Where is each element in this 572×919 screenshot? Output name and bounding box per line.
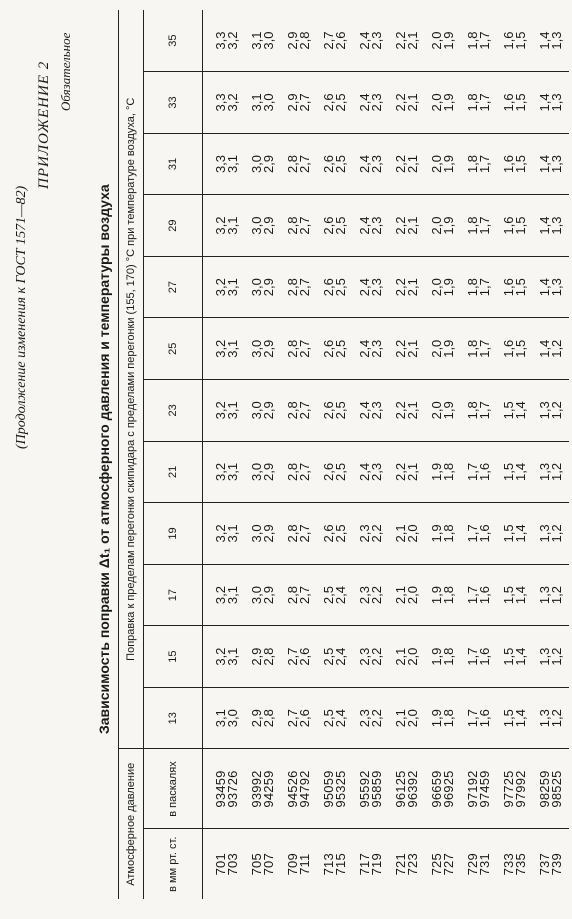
correction-value-cell: 1,3 1,2 xyxy=(533,503,569,565)
correction-value-cell: 2,2 2,1 xyxy=(389,195,425,257)
correction-value-cell: 2,9 2,8 xyxy=(245,687,281,749)
correction-value-cell: 1,4 1,3 xyxy=(533,256,569,318)
correction-value-cell: 2,4 2,3 xyxy=(353,318,389,380)
correction-value-cell: 2,0 1,9 xyxy=(425,318,461,380)
temperature-header: 27 xyxy=(144,256,203,318)
temperature-header: 13 xyxy=(144,687,203,749)
correction-value-cell: 1,5 1,4 xyxy=(497,441,533,503)
correction-value-cell: 2,9 2,7 xyxy=(281,72,317,134)
correction-value-cell: 1,8 1,7 xyxy=(461,195,497,257)
pressure-mm-cell: 717 719 xyxy=(353,829,389,899)
correction-value-cell: 2,2 2,1 xyxy=(389,256,425,318)
correction-value-cell: 1,9 1,8 xyxy=(425,626,461,688)
temperature-header: 31 xyxy=(144,133,203,195)
pressure-pa-cell: 95059 95325 xyxy=(317,749,353,829)
correction-value-cell: 3,0 2,9 xyxy=(245,195,281,257)
table-title: Зависимость поправки Δt₁ от атмосферного давления и температуры воздуха xyxy=(96,184,112,734)
table-row xyxy=(353,10,389,899)
correction-value-cell: 2,6 2,5 xyxy=(317,318,353,380)
correction-value-cell: 3,2 3,1 xyxy=(203,195,246,257)
pressure-pa-cell: 98259 98525 xyxy=(533,749,569,829)
correction-value-cell: 1,4 1,3 xyxy=(536,31,564,50)
correction-value-cell: 1,6 1,5 xyxy=(497,256,533,318)
temperature-header: 29 xyxy=(144,195,203,257)
correction-value-cell: 3,2 3,1 xyxy=(203,503,246,565)
correction-value-cell: 3,0 2,9 xyxy=(245,133,281,195)
table-row xyxy=(281,10,317,899)
correction-value-cell: 1,3 1,2 xyxy=(533,687,569,749)
pressure-pa-cell: 96125 96392 xyxy=(389,749,425,829)
pressure-pa-cell: 96659 96925 xyxy=(425,749,461,829)
mandatory-label: Обязательное xyxy=(58,32,73,111)
correction-value-cell: 1,6 1,5 xyxy=(497,195,533,257)
pressure-pa-cell: 95592 95859 xyxy=(353,749,389,829)
correction-value-cell: 2,4 2,3 xyxy=(353,195,389,257)
correction-value-cell: 2,8 2,7 xyxy=(281,380,317,442)
correction-value-cell: 2,0 1,9 xyxy=(425,195,461,257)
temperature-header: 23 xyxy=(144,380,203,442)
table-body xyxy=(203,10,570,899)
correction-value-cell: 1,3 1,2 xyxy=(533,380,569,442)
correction-value-cell: 1,6 1,5 xyxy=(500,31,528,50)
correction-value-cell: 2,2 2,1 xyxy=(389,441,425,503)
correction-value-cell: 1,4 1,3 xyxy=(533,133,569,195)
temperature-header: 35 xyxy=(144,10,203,72)
correction-value-cell: 2,4 2,3 xyxy=(353,380,389,442)
correction-value-cell: 1,8 1,7 xyxy=(461,133,497,195)
correction-value-cell: 2,8 2,7 xyxy=(281,256,317,318)
temperature-header: 33 xyxy=(144,72,203,134)
correction-value-cell: 2,5 2,4 xyxy=(317,687,353,749)
table-row xyxy=(203,10,246,899)
correction-value-cell: 2,8 2,7 xyxy=(281,133,317,195)
appendix-label: ПРИЛОЖЕНИЕ 2 xyxy=(36,60,52,189)
correction-value-cell: 2,3 2,2 xyxy=(353,503,389,565)
correction-value-cell: 3,2 3,1 xyxy=(203,564,246,626)
correction-value-cell: 2,5 2,4 xyxy=(317,626,353,688)
table-row xyxy=(245,10,281,899)
correction-value-cell: 1,3 1,2 xyxy=(533,626,569,688)
correction-value-cell: 1,8 1,7 xyxy=(461,72,497,134)
correction-value-cell: 2,6 2,5 xyxy=(317,133,353,195)
correction-value-cell: 2,2 2,1 xyxy=(392,31,420,50)
correction-value-cell: 1,9 1,8 xyxy=(425,564,461,626)
temperature-header: 15 xyxy=(144,626,203,688)
correction-value-cell: 1,5 1,4 xyxy=(497,626,533,688)
correction-value-cell: 2,8 2,7 xyxy=(281,195,317,257)
correction-value-cell: 3,1 3,0 xyxy=(245,72,281,134)
correction-value-cell: 3,0 2,9 xyxy=(245,503,281,565)
subheader-row xyxy=(144,10,203,899)
pressure-mm-cell: 737 739 xyxy=(533,829,569,899)
correction-value-cell: 3,0 2,9 xyxy=(245,441,281,503)
correction-value-cell: 2,6 2,5 xyxy=(317,256,353,318)
correction-value-cell: 3,3 3,2 xyxy=(212,31,240,50)
continuation-note: (Продолжение изменения к ГОСТ 1571—82) xyxy=(14,185,29,449)
correction-value-cell: 1,4 1,3 xyxy=(533,72,569,134)
correction-value-cell: 3,3 3,1 xyxy=(203,133,246,195)
table-row xyxy=(425,10,461,899)
correction-value-cell: 2,2 2,1 xyxy=(389,133,425,195)
correction-value-cell: 3,1 3,0 xyxy=(248,31,276,50)
temperature-header: 17 xyxy=(144,564,203,626)
pa-column-header: в паскалях xyxy=(144,749,203,829)
correction-value-cell: 2,4 2,3 xyxy=(353,72,389,134)
correction-value-cell: 2,2 2,1 xyxy=(389,318,425,380)
pressure-mm-cell: 709 711 xyxy=(281,829,317,899)
correction-value-cell: 1,9 1,8 xyxy=(425,503,461,565)
correction-value-cell: 3,2 3,1 xyxy=(203,626,246,688)
correction-value-cell: 3,2 3,1 xyxy=(203,256,246,318)
correction-value-cell: 2,6 2,5 xyxy=(317,72,353,134)
correction-header: Поправка к пределам перегонки скипидара с пределами перегонки (155, 170) °C при температуре воздуха, °C xyxy=(119,10,144,749)
correction-value-cell: 2,2 2,1 xyxy=(389,380,425,442)
temperature-header: 21 xyxy=(144,441,203,503)
correction-value-cell: 2,0 1,9 xyxy=(425,380,461,442)
correction-value-cell: 1,5 1,4 xyxy=(497,564,533,626)
correction-value-cell: 2,4 2,3 xyxy=(353,133,389,195)
correction-value-cell: 2,4 2,3 xyxy=(356,31,384,50)
table-row xyxy=(389,10,425,899)
pressure-mm-cell: 721 723 xyxy=(389,829,425,899)
table-row xyxy=(533,10,569,899)
mm-column-header: в мм рт. ст. xyxy=(144,829,203,899)
correction-value-cell: 1,6 1,5 xyxy=(497,133,533,195)
correction-value-cell: 2,9 2,8 xyxy=(245,626,281,688)
correction-value-cell: 1,5 1,4 xyxy=(497,503,533,565)
table-row xyxy=(461,10,497,899)
correction-value-cell: 2,4 2,3 xyxy=(353,256,389,318)
correction-value-cell: 2,7 2,6 xyxy=(281,687,317,749)
correction-value-cell: 2,0 1,9 xyxy=(425,133,461,195)
pressure-mm-cell: 701 703 xyxy=(203,829,246,899)
correction-value-cell: 2,0 1,9 xyxy=(428,31,456,50)
correction-value-cell: 1,6 1,5 xyxy=(497,72,533,134)
pressure-pa-cell: 97192 97459 xyxy=(461,749,497,829)
correction-value-cell: 2,8 2,7 xyxy=(281,441,317,503)
correction-value-cell: 1,8 1,7 xyxy=(461,256,497,318)
correction-value-cell: 2,6 2,5 xyxy=(317,195,353,257)
pressure-header: Атмосферное давление xyxy=(119,749,144,899)
pressure-mm-cell: 713 715 xyxy=(317,829,353,899)
correction-value-cell: 1,3 1,2 xyxy=(533,564,569,626)
correction-value-cell: 3,2 3,1 xyxy=(203,318,246,380)
correction-value-cell: 2,7 2,6 xyxy=(281,626,317,688)
pressure-pa-cell: 93459 93726 xyxy=(203,749,246,829)
table-row xyxy=(317,10,353,899)
correction-value-cell: 1,5 1,4 xyxy=(497,687,533,749)
pressure-mm-cell: 705 707 xyxy=(245,829,281,899)
correction-value-cell: 1,7 1,6 xyxy=(461,564,497,626)
correction-value-cell: 2,3 2,2 xyxy=(353,564,389,626)
correction-value-cell: 1,6 1,5 xyxy=(497,318,533,380)
temperature-header: 19 xyxy=(144,503,203,565)
correction-value-cell: 2,8 2,7 xyxy=(281,318,317,380)
correction-table xyxy=(118,10,569,899)
correction-value-cell: 3,2 3,1 xyxy=(203,441,246,503)
correction-value-cell: 3,0 2,9 xyxy=(245,380,281,442)
correction-value-cell: 2,1 2,0 xyxy=(389,503,425,565)
correction-value-cell: 2,8 2,7 xyxy=(281,564,317,626)
correction-value-cell: 1,4 1,2 xyxy=(533,318,569,380)
pressure-pa-cell: 97725 97992 xyxy=(497,749,533,829)
table-row xyxy=(497,10,533,899)
correction-value-cell: 2,1 2,0 xyxy=(389,626,425,688)
correction-value-cell: 1,8 1,7 xyxy=(464,31,492,50)
correction-value-cell: 2,0 1,9 xyxy=(425,256,461,318)
pressure-mm-cell: 729 731 xyxy=(461,829,497,899)
correction-value-cell: 2,1 2,0 xyxy=(389,687,425,749)
correction-value-cell: 2,5 2,4 xyxy=(317,564,353,626)
pressure-mm-cell: 725 727 xyxy=(425,829,461,899)
correction-value-cell: 1,7 1,6 xyxy=(461,441,497,503)
correction-value-cell: 2,2 2,1 xyxy=(389,72,425,134)
correction-value-cell: 2,9 2,8 xyxy=(284,31,312,50)
correction-value-cell: 1,9 1,8 xyxy=(425,687,461,749)
correction-value-cell: 1,8 1,7 xyxy=(461,380,497,442)
correction-value-cell: 2,6 2,5 xyxy=(317,441,353,503)
correction-value-cell: 1,7 1,6 xyxy=(461,626,497,688)
correction-value-cell: 1,8 1,7 xyxy=(461,318,497,380)
correction-value-cell: 1,7 1,6 xyxy=(461,503,497,565)
correction-value-cell: 3,3 3,2 xyxy=(203,72,246,134)
correction-value-cell: 1,3 1,2 xyxy=(533,441,569,503)
correction-value-cell: 3,0 2,9 xyxy=(245,318,281,380)
correction-value-cell: 2,8 2,7 xyxy=(281,503,317,565)
correction-value-cell: 2,1 2,0 xyxy=(389,564,425,626)
pressure-pa-cell: 94526 94792 xyxy=(281,749,317,829)
correction-value-cell: 1,7 1,6 xyxy=(461,687,497,749)
correction-value-cell: 1,9 1,8 xyxy=(425,441,461,503)
pressure-mm-cell: 733 735 xyxy=(497,829,533,899)
pressure-pa-cell: 93992 94259 xyxy=(245,749,281,829)
correction-value-cell: 3,1 3,0 xyxy=(203,687,246,749)
correction-value-cell: 3,2 3,1 xyxy=(203,380,246,442)
correction-value-cell: 1,5 1,4 xyxy=(497,380,533,442)
correction-value-cell: 1,4 1,3 xyxy=(533,195,569,257)
correction-value-cell: 3,0 2,9 xyxy=(245,564,281,626)
correction-value-cell: 3,0 2,9 xyxy=(245,256,281,318)
correction-value-cell: 2,4 2,3 xyxy=(353,441,389,503)
correction-value-cell: 2,3 2,2 xyxy=(353,687,389,749)
correction-value-cell: 2,6 2,5 xyxy=(317,503,353,565)
correction-value-cell: 2,6 2,5 xyxy=(317,380,353,442)
correction-value-cell: 2,0 1,9 xyxy=(425,72,461,134)
temperature-header: 25 xyxy=(144,318,203,380)
correction-value-cell: 2,7 2,6 xyxy=(320,31,348,50)
correction-value-cell: 2,3 2,2 xyxy=(353,626,389,688)
